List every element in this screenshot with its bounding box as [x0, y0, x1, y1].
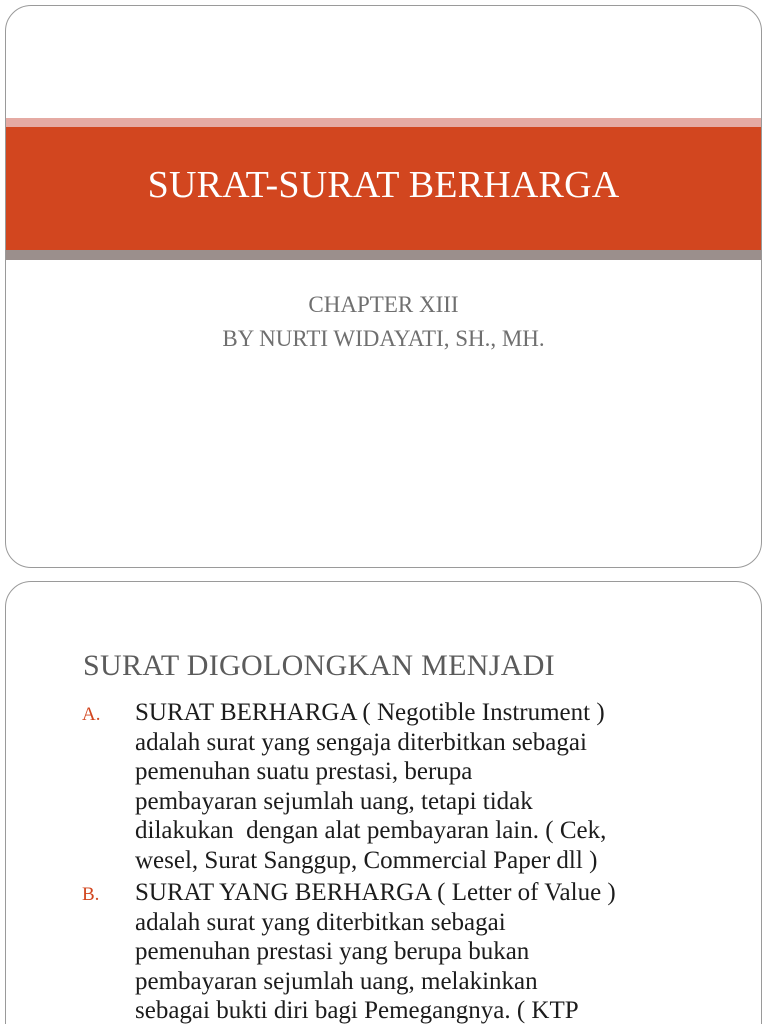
- subtitle-chapter: CHAPTER XIII: [308, 292, 459, 317]
- list-marker: A.: [82, 704, 101, 725]
- slide-title: SURAT-SURAT BERHARGA: [147, 163, 620, 206]
- text-line: SURAT YANG BERHARGA ( Letter of Value ): [135, 879, 616, 906]
- text-line: sebagai bukti diri bagi Pemegangnya. ( KTP: [135, 997, 579, 1024]
- list-item-text: [135, 698, 722, 875]
- subtitle: [6, 288, 761, 356]
- list-item-text: [135, 878, 722, 1024]
- text-line: pembayaran sejumlah uang, tetapi tidak: [135, 787, 533, 815]
- text-line: SURAT BERHARGA ( Negotible Instrument ): [135, 699, 605, 726]
- text-line: wesel, Surat Sanggup, Commercial Paper dll ): [135, 846, 598, 874]
- text-line: adalah surat yang sengaja diterbitkan sebagai: [135, 728, 587, 756]
- list-item-a: [82, 698, 722, 875]
- title-slide: [5, 5, 762, 568]
- text-line: pembayaran sejumlah uang, melakinkan: [135, 967, 538, 995]
- classification-list: [82, 698, 722, 1024]
- text-line: adalah surat yang diterbitkan sebagai: [135, 908, 506, 936]
- title-band-top-accent: [6, 118, 761, 127]
- text-line: dilakukan dengan alat pembayaran lain. ( Cek,: [135, 817, 607, 844]
- list-marker: B.: [82, 884, 100, 905]
- subtitle-author: BY NURTI WIDAYATI, SH., MH.: [222, 326, 545, 351]
- slide-heading: SURAT DIGOLONGKAN MENJADI: [83, 649, 555, 682]
- title-band: [6, 127, 761, 250]
- text-line: pemenuhan suatu prestasi, berupa: [135, 758, 473, 785]
- content-slide: [5, 581, 762, 1024]
- text-line: pemenuhan prestasi yang berupa bukan: [135, 938, 530, 965]
- list-item-b: [82, 878, 722, 1024]
- title-band-bottom-accent: [6, 250, 761, 260]
